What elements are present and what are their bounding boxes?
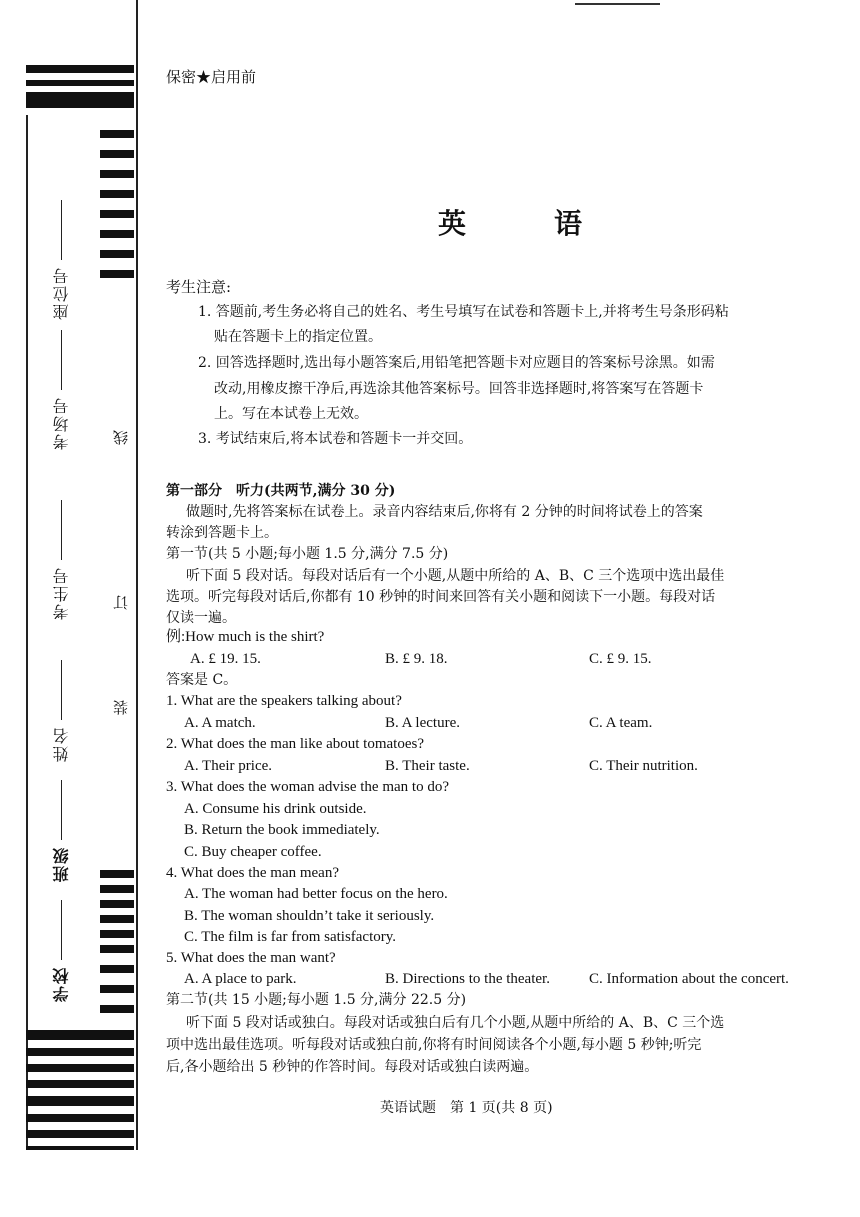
option-1a[interactable]: A. A match.	[184, 715, 256, 731]
page-footer: 英语试题 第 1 页(共 8 页)	[380, 1100, 553, 1116]
section2-instructions: 项中选出最佳选项。听每段对话或独白前,你将有时间阅读各个小题,每小题 5 秒钟;听完	[166, 1037, 702, 1053]
stripe	[100, 945, 134, 953]
example-option: B. £ 9. 18.	[385, 651, 448, 667]
stripe	[100, 230, 134, 238]
stripe	[26, 1048, 134, 1056]
option-4b[interactable]: B. The woman shouldn’t take it seriously.	[184, 908, 435, 924]
notice-heading: 考生注意:	[166, 278, 232, 296]
part1-heading: 第一部分 听力(共两节,满分 30 分)	[166, 483, 396, 499]
binding-line-outer	[26, 115, 28, 1150]
option-5b[interactable]: B. Directions to the theater.	[385, 971, 550, 987]
option-1c[interactable]: C. A team.	[589, 715, 653, 731]
class-field[interactable]: 班级	[50, 780, 73, 882]
stripe	[100, 1005, 134, 1013]
part1-intro: 转涂到答题卡上。	[166, 525, 278, 541]
question-2: 2. What does the man like about tomatoes?	[166, 736, 424, 752]
question-5: 5. What does the man want?	[166, 950, 336, 966]
stripe	[26, 80, 134, 86]
stripe	[26, 1114, 134, 1122]
stripe	[100, 130, 134, 138]
notice-line: 1. 答题前,考生务必将自己的姓名、考生号填写在试卷和答题卡上,并将考生号条形码粘	[198, 304, 729, 320]
option-2a[interactable]: A. Their price.	[184, 758, 273, 774]
question-1: 1. What are the speakers talking about?	[166, 693, 402, 709]
option-3a[interactable]: A. Consume his drink outside.	[184, 801, 367, 817]
binding-line	[136, 0, 138, 1150]
stripe	[26, 1080, 134, 1088]
stripe	[100, 210, 134, 218]
section2-heading: 第二节(共 15 小题;每小题 1.5 分,满分 22.5 分)	[166, 992, 467, 1008]
section2-instructions: 后,各小题给出 5 秒钟的作答时间。每段对话或独白读两遍。	[166, 1059, 539, 1075]
stripe	[100, 965, 134, 973]
notice-line: 2. 回答选择题时,选出每小题答案后,用铅笔把答题卡对应题目的答案标号涂黑。如需	[198, 355, 715, 371]
option-5c[interactable]: C. Information about the concert.	[589, 971, 789, 987]
stripe	[26, 1146, 134, 1150]
stripe	[100, 870, 134, 878]
example-question: 例:How much is the shirt?	[166, 629, 325, 645]
confidential-label: 保密★启用前	[166, 68, 257, 86]
cut-line-label: 线	[112, 430, 130, 445]
seat-number-field[interactable]: 座位号	[50, 200, 73, 320]
stripe	[100, 190, 134, 198]
option-2c[interactable]: C. Their nutrition.	[589, 758, 698, 774]
page-title: 英 语	[438, 207, 613, 240]
option-1b[interactable]: B. A lecture.	[385, 715, 460, 731]
option-2b[interactable]: B. Their taste.	[385, 758, 470, 774]
stripe	[26, 1096, 134, 1106]
section1-instructions: 仅读一遍。	[166, 610, 236, 626]
notice-line: 贴在答题卡上的指定位置。	[214, 329, 382, 345]
stripe	[100, 985, 134, 993]
stripe	[26, 65, 134, 73]
example-option: A. £ 19. 15.	[190, 651, 261, 667]
exam-number-field[interactable]: 考生号	[50, 500, 73, 620]
part1-intro: 做题时,先将答案标在试卷上。录音内容结束后,你将有 2 分钟的时间将试卷上的答案	[186, 504, 703, 520]
stripe	[100, 885, 134, 893]
stripe	[100, 170, 134, 178]
option-3c[interactable]: C. Buy cheaper coffee.	[184, 844, 322, 860]
section1-heading: 第一节(共 5 小题;每小题 1.5 分,满分 7.5 分)	[166, 546, 449, 562]
section2-instructions: 听下面 5 段对话或独白。每段对话或独白后有几个小题,从题中所给的 A、B、C 三个选	[186, 1015, 725, 1031]
option-4c[interactable]: C. The film is far from satisfactory.	[184, 929, 397, 945]
option-3b[interactable]: B. Return the book immediately.	[184, 822, 380, 838]
stripe	[100, 270, 134, 278]
stripe	[100, 250, 134, 258]
notice-line: 上。写在本试卷上无效。	[214, 406, 368, 422]
section1-instructions: 听下面 5 段对话。每段对话后有一个小题,从题中所给的 A、B、C 三个选项中选出最佳	[186, 568, 725, 584]
example-option: C. £ 9. 15.	[589, 651, 652, 667]
notice-line: 改动,用橡皮擦干净后,再选涂其他答案标号。回答非选择题时,将答案写在答题卡	[214, 381, 704, 397]
exam-room-field[interactable]: 考场号	[50, 330, 73, 450]
binding-label: 装	[112, 700, 130, 715]
stripe	[26, 92, 134, 108]
stripe	[100, 900, 134, 908]
stripe	[100, 930, 134, 938]
example-answer: 答案是 C。	[166, 672, 238, 688]
name-field[interactable]: 姓名	[50, 660, 73, 762]
question-4: 4. What does the man mean?	[166, 865, 339, 881]
question-3: 3. What does the woman advise the man to do?	[166, 779, 449, 795]
stripe	[100, 150, 134, 158]
staple-label: 订	[112, 595, 130, 610]
notice-line: 3. 考试结束后,将本试卷和答题卡一并交回。	[198, 431, 473, 447]
stripe	[26, 1064, 134, 1072]
option-5a[interactable]: A. A place to park.	[184, 971, 297, 987]
stripe	[26, 1030, 134, 1040]
school-field[interactable]: 学校	[50, 900, 73, 1002]
option-4a[interactable]: A. The woman had better focus on the hero.	[184, 886, 448, 902]
section1-instructions: 选项。听完每段对话后,你都有 10 秒钟的时间来回答有关小题和阅读下一小题。每段对话	[166, 589, 716, 605]
stripe	[100, 915, 134, 923]
top-rule	[575, 3, 660, 5]
binding-margin	[0, 0, 140, 1217]
stripe	[26, 1130, 134, 1138]
